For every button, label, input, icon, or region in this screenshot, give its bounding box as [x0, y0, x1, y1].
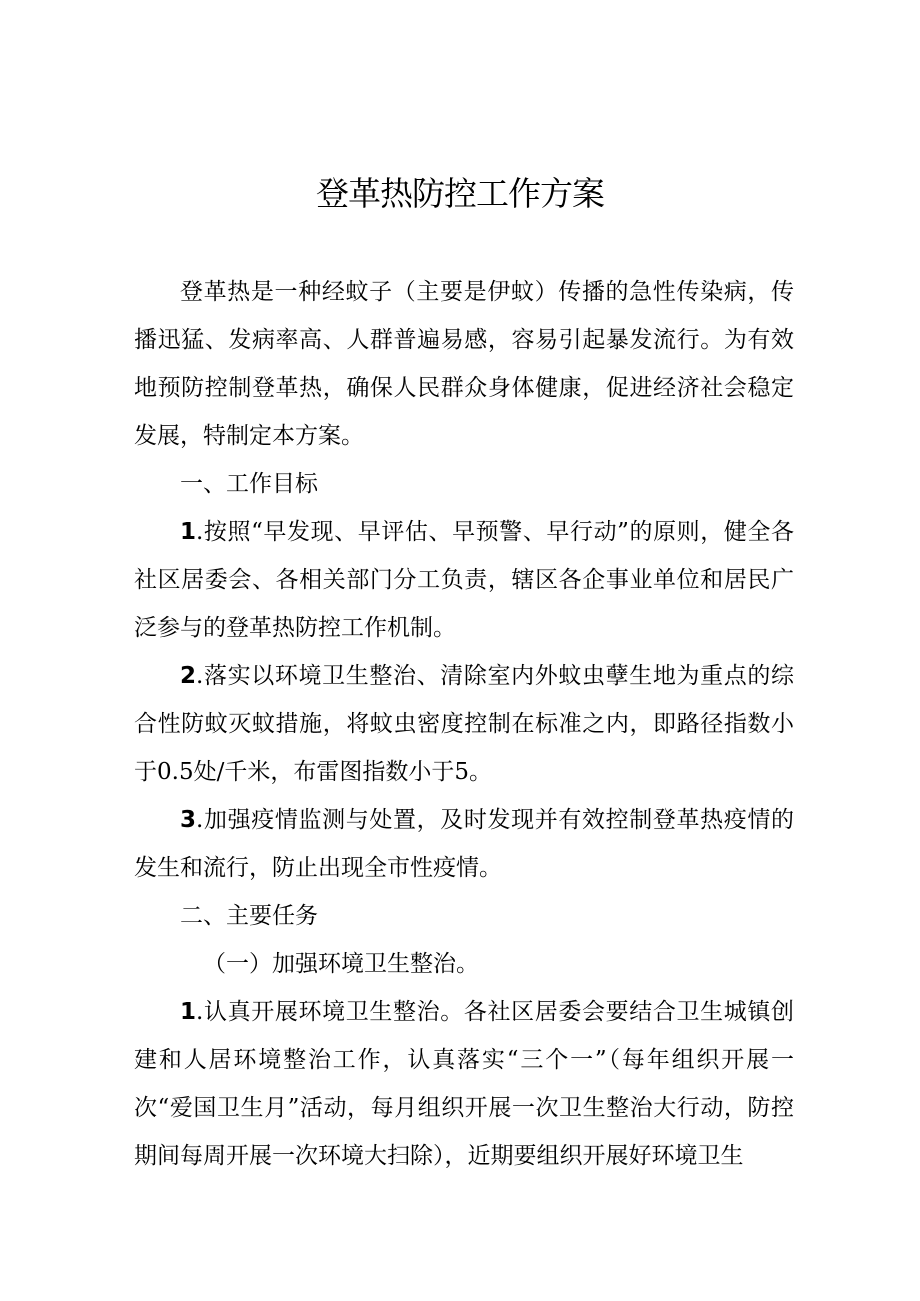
item-number: 1: [180, 999, 197, 1025]
document-title: 登革热防控工作方案: [316, 174, 604, 213]
item-text: .认真开展环境卫生整治。各社区居委会要结合卫生城镇创建和人居环境整治工作，认真落实“三个一”（每年组织开展一次“爱国卫生月”活动，每月组织开展一次卫生整治大行动，防控期间每周开展一次环境大扫除），近期要组织开展好环境卫生: [134, 999, 794, 1169]
section-heading-goals: 一、工作目标: [180, 471, 318, 497]
item-number: 3: [180, 807, 197, 833]
task-item-1: [134, 988, 794, 1180]
item-number: 2: [180, 663, 197, 689]
intro-paragraph: 登革热是一种经蚊子（主要是伊蚊）传播的急性传染病，传播迅猛、发病率高、人群普遍易感，容易引起暴发流行。为有效地预防控制登革热，确保人民群众身体健康，促进经济社会稳定发展，特制定本方案。: [134, 279, 794, 449]
item-text: .加强疫情监测与处置，及时发现并有效控制登革热疫情的发生和流行，防止出现全市性疫情。: [134, 807, 794, 881]
task-subheading: （一）加强环境卫生整治。: [203, 951, 479, 977]
item-text: .按照“早发现、早评估、早预警、早行动”的原则，健全各社区居委会、各相关部门分工负责，辖区各企事业单位和居民广泛参与的登革热防控工作机制。: [134, 519, 794, 641]
goal-item-1: [134, 508, 794, 652]
goal-item-3: [134, 796, 794, 892]
document-body: [134, 268, 794, 1180]
item-number: 1: [180, 519, 197, 545]
section-heading-tasks: 二、主要任务: [180, 903, 318, 929]
goal-item-2: [134, 652, 794, 796]
item-text: .落实以环境卫生整治、清除室内外蚊虫孽生地为重点的综合性防蚊灭蚊措施，将蚊虫密度控制在标准之内，即路径指数小于0.5处/千米，布雷图指数小于5。: [134, 663, 794, 785]
